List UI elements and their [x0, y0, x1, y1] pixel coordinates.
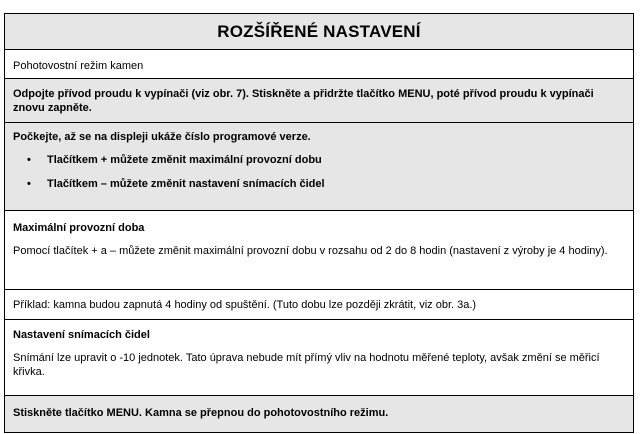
sensor-settings-section	[5, 319, 633, 395]
bullet-text-minus: Tlačítkem – můžete změnit nastavení snímacích čidel	[47, 178, 325, 190]
step-disconnect-power: Odpojte přívod proudu k vypínači (viz obr. 7). Stiskněte a přidržte tlačítko MENU, poté přívod proudu k vypínači znovu zapněte.	[5, 78, 633, 122]
step-wait-version-text: Počkejte, až se na displeji ukáže číslo programové verze.	[13, 131, 311, 143]
max-operating-time-section	[5, 210, 633, 289]
bullet-icon: •	[27, 178, 31, 190]
settings-table	[4, 13, 634, 433]
list-item	[13, 177, 625, 191]
bullet-text-plus: Tlačítkem + můžete změnit maximální provozní dobu	[47, 154, 322, 166]
standby-mode-row: Pohotovostní režim kamen	[5, 49, 633, 78]
button-options-list	[13, 153, 625, 191]
max-time-text: Pomocí tlačítek + a – můžete změnit maximální provozní dobu v rozsahu od 2 do 8 hodin (nastavení z výroby je 4 hodiny).	[13, 245, 608, 257]
sensors-text: Snímání lze upravit o -10 jednotek. Tato úprava nebude mít přímý vliv na hodnotu měřené teploty, avšak změní se měřicí křivka.	[13, 352, 600, 378]
sensors-heading: Nastavení snímacích čidel	[13, 329, 150, 341]
example-row: Příklad: kamna budou zapnutá 4 hodiny od spuštění. (Tuto dobu lze později zkrátit, viz obr. 3a.)	[5, 289, 633, 319]
step-wait-version	[5, 122, 633, 210]
final-step-row: Stiskněte tlačítko MENU. Kamna se přepnou do pohotovostního režimu.	[5, 395, 633, 432]
table-title: ROZŠÍŘENÉ NASTAVENÍ	[5, 14, 633, 49]
list-item	[13, 153, 625, 167]
bullet-icon: •	[27, 154, 31, 166]
max-time-heading: Maximální provozní doba	[13, 222, 145, 234]
